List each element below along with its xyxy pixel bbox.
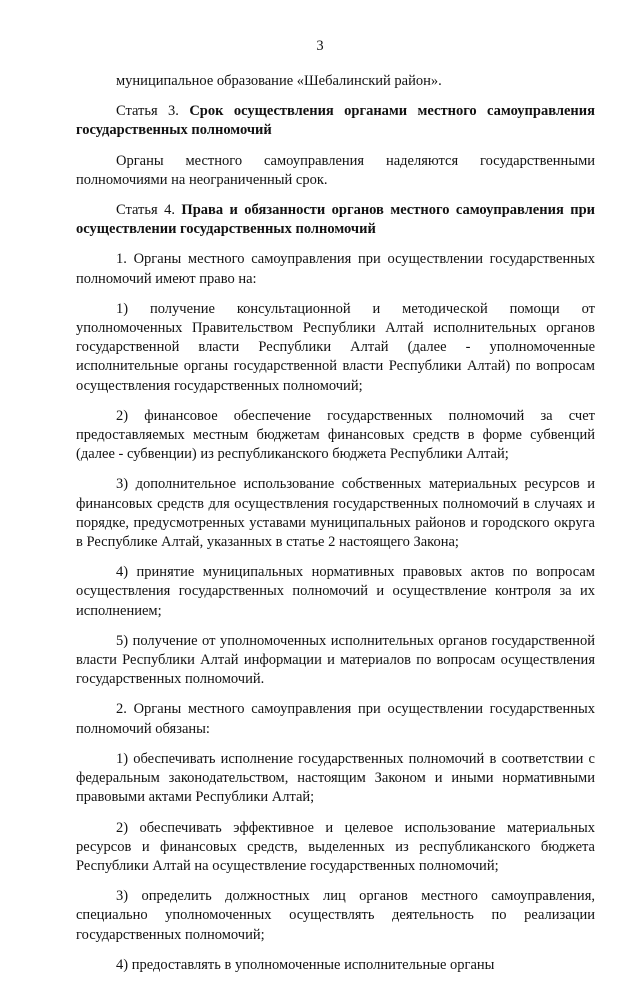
list-item: 4) принятие муниципальных нормативных правовых актов по вопросам осуществления государственных полномочий и осуществление контроля за их исполнением; [76,564,595,619]
document-body [76,72,595,986]
list-item: 5) получение от уполномоченных исполнительных органов государственной власти Республики Алтай информации и материалов по вопросам осуществления государственных полномочий. [76,632,595,688]
list-item: 2) обеспечивать эффективное и целевое использование материальных ресурсов и финансовых средств, выделенных из республиканского бюджета Республики Алтай на осуществление государственных полномочий; [76,819,595,874]
paragraph: 2. Органы местного самоуправления при осуществлении государственных полномочий обязаны: [76,701,595,737]
list-item: 1) получение консультационной и методической помощи от уполномоченных Правительством Республики Алтай исполнительных органов государственной власти Республики Алтай (далее - уполномоченные исполнительные органы государственной власти Республики Алтай) по вопросам осуществления государственных полномочий; [76,300,595,394]
list-item: 3) дополнительное использование собственных материальных ресурсов и финансовых средств для осуществления государственных полномочий в случаях и порядке, предусмотренных уставами муниципальных районов и городского округа в Республике Алтай, указанных в статье 2 настоящего Закона; [76,476,595,551]
article-label: Статья 3. [116,103,179,120]
list-item: 1) обеспечивать исполнение государственных полномочий в соответствии с федеральным законодательством, настоящим Законом и иными нормативными правовыми актами Республики Алтай; [76,750,595,806]
paragraph: Органы местного самоуправления наделяются государственными полномочиями на неограниченный срок. [76,152,595,188]
article-title: Права и обязанности органов местного самоуправления при осуществлении государственных полномочий [76,202,595,238]
paragraph: 1. Органы местного самоуправления при осуществлении государственных полномочий имеют право на: [76,251,595,287]
article-title: Срок осуществления органами местного самоуправления государственных полномочий [76,103,595,139]
list-item: 4) предоставлять в уполномоченные исполнительные органы [116,956,495,973]
article-label: Статья 4. [116,202,175,219]
list-item: 3) определить должностных лиц органов местного самоуправления, специально уполномоченных осуществлять деятельность по реализации государственных полномочий; [76,888,595,943]
paragraph: муниципальное образование «Шебалинский район». [116,73,442,89]
page-number: 3 [316,38,324,54]
article-heading [76,201,595,239]
list-item: 2) финансовое обеспечение государственных полномочий за счет предоставляемых местным бюджетам финансовых средств в форме субвенций (далее - субвенции) из республиканского бюджета Республики Алтай; [76,407,595,463]
article-heading [76,102,595,140]
